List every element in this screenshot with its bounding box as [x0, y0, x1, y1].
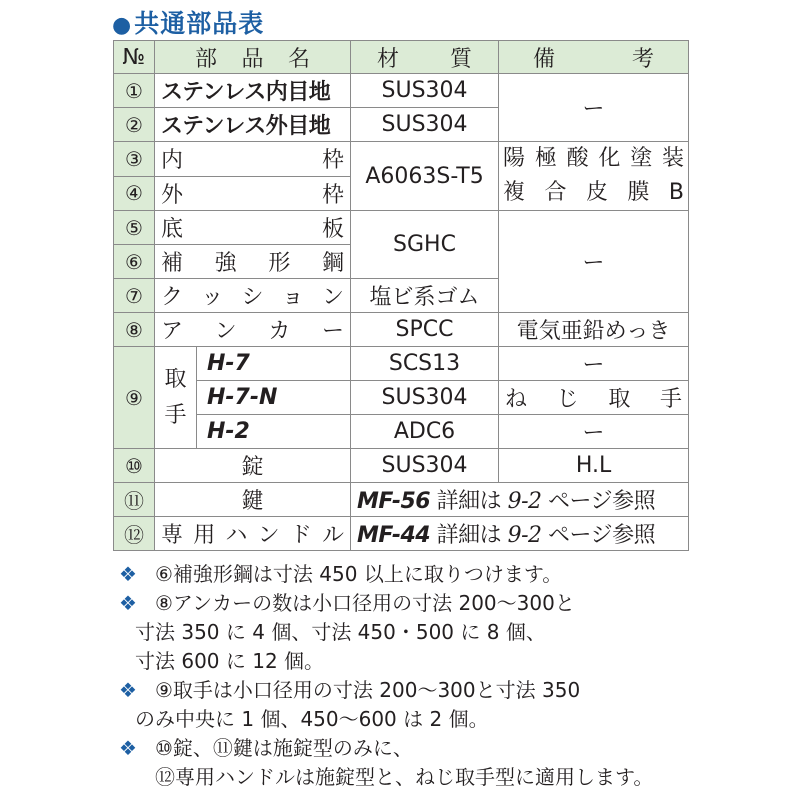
diamond-bullet-icon: ❖ — [119, 562, 137, 586]
part-name: 錠 — [155, 449, 351, 483]
row-number: ② — [114, 108, 155, 142]
part-name: 専 用 ハ ン ド ル — [155, 517, 351, 551]
table-row — [114, 483, 689, 517]
part-name: 補 強 形 鋼 — [155, 245, 351, 279]
part-remarks: 電気亜鉛めっき — [499, 313, 689, 347]
header-remarks: 備 考 — [499, 41, 689, 74]
row-number: ⑩ — [114, 449, 155, 483]
handle-group-label: 取 手 — [155, 347, 197, 449]
part-remarks: ー — [499, 347, 689, 381]
header-name: 部 品 名 — [155, 41, 351, 74]
part-material: A6063S-T5 — [351, 142, 499, 211]
note-item: ❖ ⑨取手は小口径用の寸法 200〜300と寸法 350 のみ中央に 1 個、450〜600 は 2 個。 — [119, 678, 581, 731]
part-remarks: ー — [499, 211, 689, 313]
row-number: ⑫ — [114, 517, 155, 551]
part-remarks: 陽 極 酸 化 塗 装 複 合 皮 膜 B — [499, 142, 689, 211]
table-row — [114, 449, 689, 483]
diamond-bullet-icon: ❖ — [119, 678, 137, 702]
part-name: ア ン カ ー — [155, 313, 351, 347]
table-row — [114, 347, 689, 381]
part-reference: MF-44 詳細は 9-2 ページ参照 — [351, 517, 689, 551]
page-title — [112, 4, 264, 40]
part-name: 外 枠 — [155, 176, 351, 211]
part-reference: MF-56 詳細は 9-2 ページ参照 — [351, 483, 689, 517]
note-item: ❖ ⑥補強形鋼は寸法 450 以上に取りつけます。 — [113, 560, 713, 589]
table-row — [114, 415, 689, 449]
row-number: ⑪ — [114, 483, 155, 517]
table-row — [114, 313, 689, 347]
table-header-row — [114, 41, 689, 74]
part-remarks: ー — [499, 415, 689, 449]
note-item: ❖ ⑩錠、⑪鍵は施錠型のみに、 ⑫専用ハンドルは施錠型と、ねじ取手型に適用します。 — [119, 736, 654, 789]
table-row — [114, 142, 689, 177]
table-row — [114, 211, 689, 245]
part-name: ステンレス内目地 — [155, 74, 351, 108]
part-material: ADC6 — [351, 415, 499, 449]
part-name: 内 枠 — [155, 142, 351, 177]
table-row — [114, 74, 689, 108]
parts-table — [113, 40, 689, 551]
handle-name: H-7 — [197, 347, 351, 381]
part-material: 塩ビ系ゴム — [351, 279, 499, 313]
note-item: ❖ ⑧アンカーの数は小口径用の寸法 200〜300と 寸法 350 に 4 個、寸法 450・500 に 8 個、 寸法 600 に 12 個。 — [119, 591, 575, 673]
handle-name: H-7-N — [197, 381, 351, 415]
part-material: SUS304 — [351, 108, 499, 142]
header-material: 材 質 — [351, 41, 499, 74]
part-remarks: ー — [499, 74, 689, 142]
part-name: ク ッ シ ョ ン — [155, 279, 351, 313]
part-remarks: ね じ 取 手 — [499, 381, 689, 415]
part-name: 鍵 — [155, 483, 351, 517]
title-bullet: ● — [112, 13, 133, 38]
part-material: SUS304 — [351, 449, 499, 483]
row-number: ⑤ — [114, 211, 155, 245]
row-number: ⑥ — [114, 245, 155, 279]
row-number: ⑧ — [114, 313, 155, 347]
row-number: ⑨ — [114, 347, 155, 449]
diamond-bullet-icon: ❖ — [119, 591, 137, 615]
table-row — [114, 381, 689, 415]
part-material: SUS304 — [351, 381, 499, 415]
part-name: ステンレス外目地 — [155, 108, 351, 142]
part-remarks: H.L — [499, 449, 689, 483]
row-number: ③ — [114, 142, 155, 177]
part-material: SPCC — [351, 313, 499, 347]
part-name: 底 板 — [155, 211, 351, 245]
part-material: SUS304 — [351, 74, 499, 108]
table-row — [114, 517, 689, 551]
part-material: SCS13 — [351, 347, 499, 381]
row-number: ④ — [114, 176, 155, 211]
header-no: № — [114, 41, 155, 74]
notes-section — [113, 560, 713, 792]
title-text: 共通部品表 — [134, 9, 265, 38]
row-number: ⑦ — [114, 279, 155, 313]
diamond-bullet-icon: ❖ — [119, 736, 137, 760]
part-material: SGHC — [351, 211, 499, 279]
handle-name: H-2 — [197, 415, 351, 449]
row-number: ① — [114, 74, 155, 108]
